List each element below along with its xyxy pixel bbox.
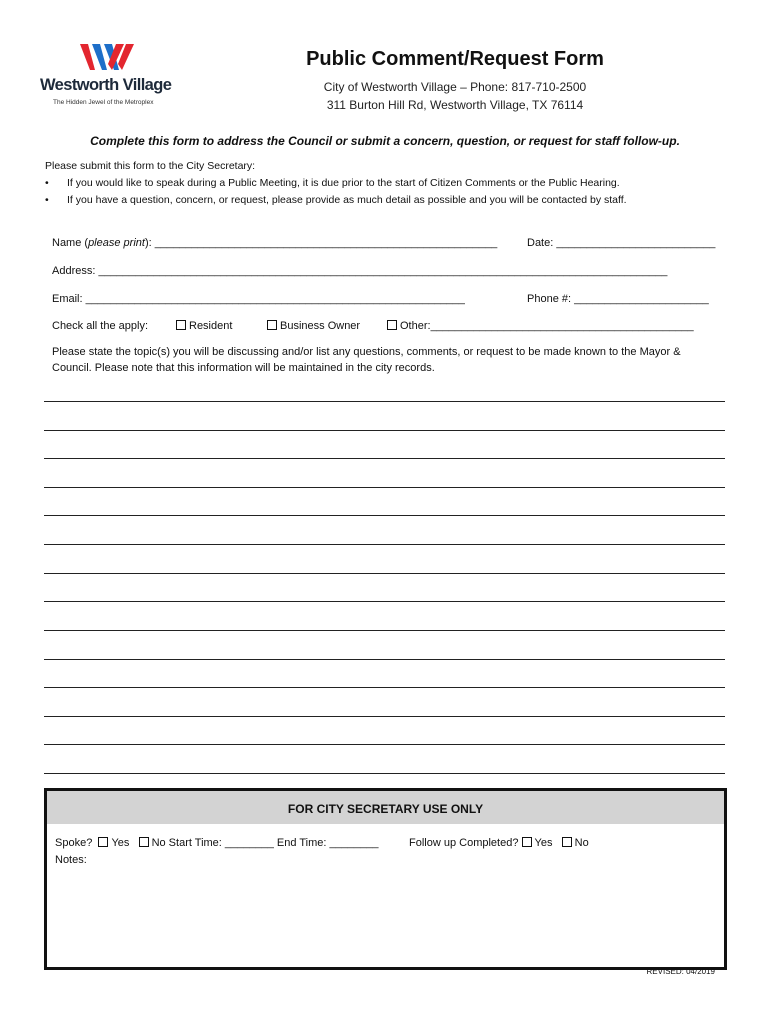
bullet-dot-icon: • (45, 177, 49, 189)
comment-line[interactable] (44, 430, 725, 431)
logo-w-mark-icon (80, 42, 136, 74)
notes-label: Notes: (55, 854, 87, 866)
comment-line[interactable] (44, 401, 725, 402)
comment-line[interactable] (44, 487, 725, 488)
comment-line[interactable] (44, 601, 725, 602)
city-secretary-header: FOR CITY SECRETARY USE ONLY (47, 791, 724, 824)
spoke-label: Spoke? (55, 837, 93, 849)
name-field[interactable] (52, 237, 497, 249)
resident-label: Resident (189, 320, 233, 332)
instructions-lead: Please submit this form to the City Secretary: (45, 160, 256, 172)
intro-text: Complete this form to address the Council or submit a concern, question, or request for staff follow-up. (90, 134, 680, 148)
contact-line: City of Westworth Village – Phone: 817-710-2500 (323, 80, 587, 94)
spoke-yes-label: Yes (111, 837, 130, 849)
comment-line[interactable] (44, 687, 725, 688)
end-time-label: End Time: ________ (276, 837, 379, 849)
comment-line[interactable] (44, 458, 725, 459)
business-owner-checkbox[interactable] (267, 320, 360, 332)
comment-line[interactable] (44, 659, 725, 660)
name-label: Name ( (52, 237, 89, 249)
checkbox-icon (176, 320, 186, 330)
follow-up-no-label: No (574, 837, 589, 849)
check-label: Check all the apply: (52, 320, 148, 332)
comment-line[interactable] (44, 773, 725, 774)
name-hint: please print (88, 237, 145, 249)
city-secretary-box (44, 788, 727, 970)
follow-up-label: Follow up Completed? (409, 837, 519, 849)
logo-name: Westworth Village (40, 76, 172, 94)
comment-line[interactable] (44, 544, 725, 545)
follow-up-yes-checkbox[interactable] (522, 837, 532, 847)
comment-line[interactable] (44, 630, 725, 631)
follow-up-no-checkbox[interactable] (562, 837, 572, 847)
checkbox-icon (267, 320, 277, 330)
spoke-no-checkbox[interactable] (139, 837, 149, 847)
business-owner-label: Business Owner (280, 320, 361, 332)
comment-line[interactable] (44, 515, 725, 516)
date-field[interactable]: Date: __________________________ (527, 237, 716, 249)
instruction-bullet: If you would like to speak during a Public Meeting, it is due prior to the start of Citizen Comments or the Public Hearing. (67, 177, 620, 189)
spoke-row (55, 837, 378, 849)
spoke-yes-checkbox[interactable] (98, 837, 108, 847)
checkbox-icon (387, 320, 397, 330)
email-field[interactable]: Email: ______________________________________________________________ (52, 293, 465, 305)
topic-instructions: Please state the topic(s) you will be discussing and/or list any questions, comments, or request to be made known to the Mayor & Council. Please note that this information will be maintained in the city records. (52, 346, 681, 374)
comment-line[interactable] (44, 573, 725, 574)
phone-field[interactable]: Phone #: ______________________ (527, 293, 709, 305)
name-underline: ): ________________________________________________________ (144, 237, 498, 249)
other-label: Other:___________________________________________ (400, 320, 694, 332)
address-field[interactable]: Address: _____________________________________________________________________________________________ (52, 265, 668, 277)
address-line: 311 Burton Hill Rd, Westworth Village, TX 76114 (326, 98, 584, 112)
instruction-bullet: If you have a question, concern, or request, please provide as much detail as possible and you will be contacted by staff. (67, 194, 627, 206)
follow-up-row (409, 837, 589, 849)
follow-up-yes-label: Yes (534, 837, 553, 849)
resident-checkbox[interactable] (176, 320, 232, 332)
comment-line[interactable] (44, 716, 725, 717)
page-title: Public Comment/Request Form (306, 48, 604, 70)
logo-tagline: The Hidden Jewel of the Metroplex (53, 99, 154, 106)
bullet-dot-icon: • (45, 194, 49, 206)
revision-date: REVISED: 04/2019 (646, 967, 715, 976)
comment-line[interactable] (44, 744, 725, 745)
city-logo (40, 42, 190, 114)
other-checkbox[interactable] (387, 320, 694, 332)
no-start-time-label: No Start Time: ________ (151, 837, 274, 849)
